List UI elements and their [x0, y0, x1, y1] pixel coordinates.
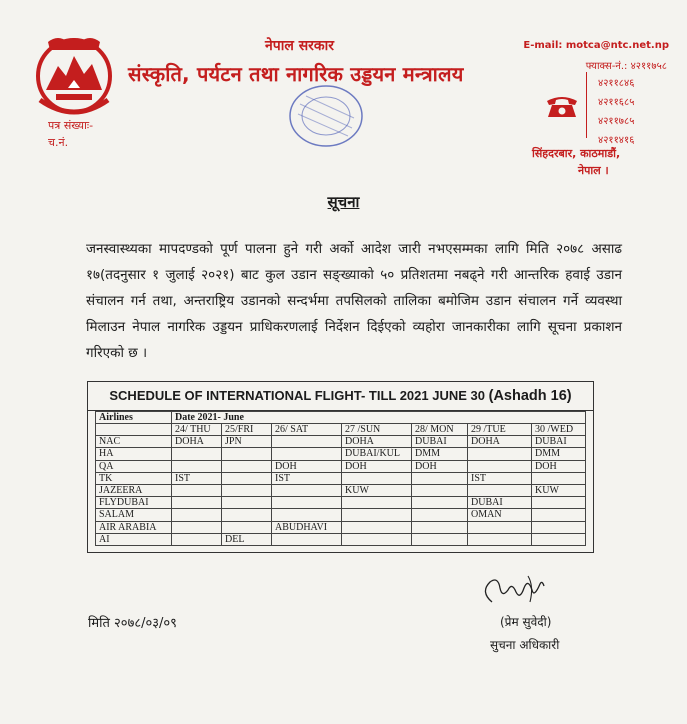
destination-cell: OMAN [468, 509, 532, 521]
airline-name: JAZEERA [96, 484, 172, 496]
table-cell [96, 424, 172, 436]
destination-cell [272, 436, 342, 448]
destination-cell: DOH [272, 460, 342, 472]
destination-cell: DEL [222, 533, 272, 545]
table-row [96, 460, 586, 472]
destination-cell [172, 460, 222, 472]
date-header: Date 2021- June [172, 412, 586, 424]
airline-name: SALAM [96, 509, 172, 521]
day-header: 30 /WED [532, 424, 586, 436]
destination-cell [532, 497, 586, 509]
destination-cell [272, 484, 342, 496]
airline-name: QA [96, 460, 172, 472]
airline-name: TK [96, 472, 172, 484]
destination-cell [342, 533, 412, 545]
destination-cell [468, 521, 532, 533]
destination-cell [342, 509, 412, 521]
destination-cell [468, 484, 532, 496]
destination-cell [222, 472, 272, 484]
destination-cell [412, 472, 468, 484]
destination-cell: IST [468, 472, 532, 484]
table-row [96, 509, 586, 521]
destination-cell [468, 533, 532, 545]
destination-cell: JPN [222, 436, 272, 448]
destination-cell [222, 509, 272, 521]
destination-cell [172, 497, 222, 509]
destination-cell: DOHA [342, 436, 412, 448]
destination-cell: DOH [412, 460, 468, 472]
schedule-title: SCHEDULE OF INTERNATIONAL FLIGHT- TILL 2021 JUNE 30 (Ashadh 16) [88, 382, 593, 411]
destination-cell [342, 472, 412, 484]
destination-cell [468, 460, 532, 472]
phone-bracket [586, 72, 597, 138]
destination-cell [272, 533, 342, 545]
destination-cell: ABUDHAVI [272, 521, 342, 533]
destination-cell: IST [272, 472, 342, 484]
destination-cell: KUW [532, 484, 586, 496]
office-stamp [286, 82, 366, 150]
airline-name: AI [96, 533, 172, 545]
destination-cell: DUBAI [468, 497, 532, 509]
destination-cell [342, 521, 412, 533]
destination-cell: KUW [342, 484, 412, 496]
destination-cell [342, 497, 412, 509]
destination-cell [172, 484, 222, 496]
ministry-name: संस्कृति, पर्यटन तथा नागरिक उड्डयन मन्त्रालय [128, 62, 464, 86]
table-row [96, 497, 586, 509]
destination-cell [172, 533, 222, 545]
dispatch-number-label: च.नं. [48, 136, 69, 149]
table-row [96, 472, 586, 484]
day-header: 24/ THU [172, 424, 222, 436]
table-row [96, 484, 586, 496]
destination-cell: DOHA [172, 436, 222, 448]
destination-cell: IST [172, 472, 222, 484]
table-header-row [96, 412, 586, 424]
destination-cell [172, 509, 222, 521]
destination-cell: DOHA [468, 436, 532, 448]
airline-name: FLYDUBAI [96, 497, 172, 509]
destination-cell [532, 509, 586, 521]
destination-cell [172, 448, 222, 460]
address-line-1: सिंहदरबार, काठमाडौं, [532, 147, 621, 160]
email-address: E-mail: motca@ntc.net.np [523, 40, 669, 51]
reference-number-label: पत्र संख्याः- [48, 119, 94, 132]
signer-role: सुचना अधिकारी [490, 638, 560, 652]
table-row [96, 533, 586, 545]
phone-number: ४२११६८५ [598, 97, 635, 108]
phone-number: ४२११८४६ [598, 78, 635, 89]
destination-cell: DUBAI [412, 436, 468, 448]
destination-cell [222, 484, 272, 496]
notice-title: सूचना [327, 193, 360, 211]
destination-cell: DMM [532, 448, 586, 460]
flight-schedule-table [95, 411, 586, 546]
destination-cell [172, 521, 222, 533]
destination-cell [468, 448, 532, 460]
signature-mark [478, 572, 550, 610]
destination-cell [222, 448, 272, 460]
table-row [96, 521, 586, 533]
destination-cell: DUBAI/KUL [342, 448, 412, 460]
destination-cell: DOH [532, 460, 586, 472]
destination-cell [272, 497, 342, 509]
notice-body: जनस्वास्थ्यका मापदण्डको पूर्ण पालना हुने गरी अर्को आदेश जारी नभएसम्मका लागि मिति २०७८ असाढ १७(तदनुसार १ जुलाई २०२१) बाट कुल उडान सङ्ख्याको ५० प्रतिशतमा नबढ्ने गरी आन्तरिक हवाई उडान संचालन गर्न तथा, अन्तराष्ट्रिय उडानको सन्दर्भमा तपसिलको तालिका बमोजिम उडान संचालन गर्ने व्यवस्था मिलाउन नेपाल नागरिक उड्डयन प्राधिकरणलाई निर्देशन दिईएको व्यहोरा जानकारीका लागि सूचना प्रकाशन गरिएको छ । [86, 241, 622, 361]
schedule-box [87, 381, 594, 553]
destination-cell [222, 521, 272, 533]
destination-cell [412, 509, 468, 521]
day-header: 28/ MON [412, 424, 468, 436]
table-row [96, 436, 586, 448]
phone-number: ४२११७८५ [598, 116, 635, 127]
destination-cell [272, 509, 342, 521]
telephone-icon [545, 93, 579, 119]
airline-name: HA [96, 448, 172, 460]
day-header: 29 /TUE [468, 424, 532, 436]
address-line-2: नेपाल । [578, 164, 609, 177]
destination-cell [272, 448, 342, 460]
destination-cell [532, 533, 586, 545]
destination-cell: DOH [342, 460, 412, 472]
day-header: 26/ SAT [272, 424, 342, 436]
destination-cell: DUBAI [532, 436, 586, 448]
airlines-header: Airlines [96, 412, 172, 424]
destination-cell [222, 460, 272, 472]
nepal-emblem-icon [28, 30, 120, 118]
signer-name: (प्रेम सुवेदी) [500, 615, 552, 629]
destination-cell [412, 521, 468, 533]
destination-cell [412, 484, 468, 496]
letter-date: मिति २०७८/०३/०९ [88, 616, 177, 631]
destination-cell [412, 533, 468, 545]
days-header-row [96, 424, 586, 436]
day-header: 27 /SUN [342, 424, 412, 436]
destination-cell: DMM [412, 448, 468, 460]
destination-cell [532, 521, 586, 533]
phone-number: ४२११४१६ [598, 135, 635, 146]
fax-number: फ्याक्स-नं.: ४२११७५८ [585, 61, 667, 72]
destination-cell [532, 472, 586, 484]
airline-name: NAC [96, 436, 172, 448]
day-header: 25/FRI [222, 424, 272, 436]
government-name: नेपाल सरकार [265, 38, 335, 54]
destination-cell [222, 497, 272, 509]
destination-cell [412, 497, 468, 509]
table-row [96, 448, 586, 460]
airline-name: AIR ARABIA [96, 521, 172, 533]
